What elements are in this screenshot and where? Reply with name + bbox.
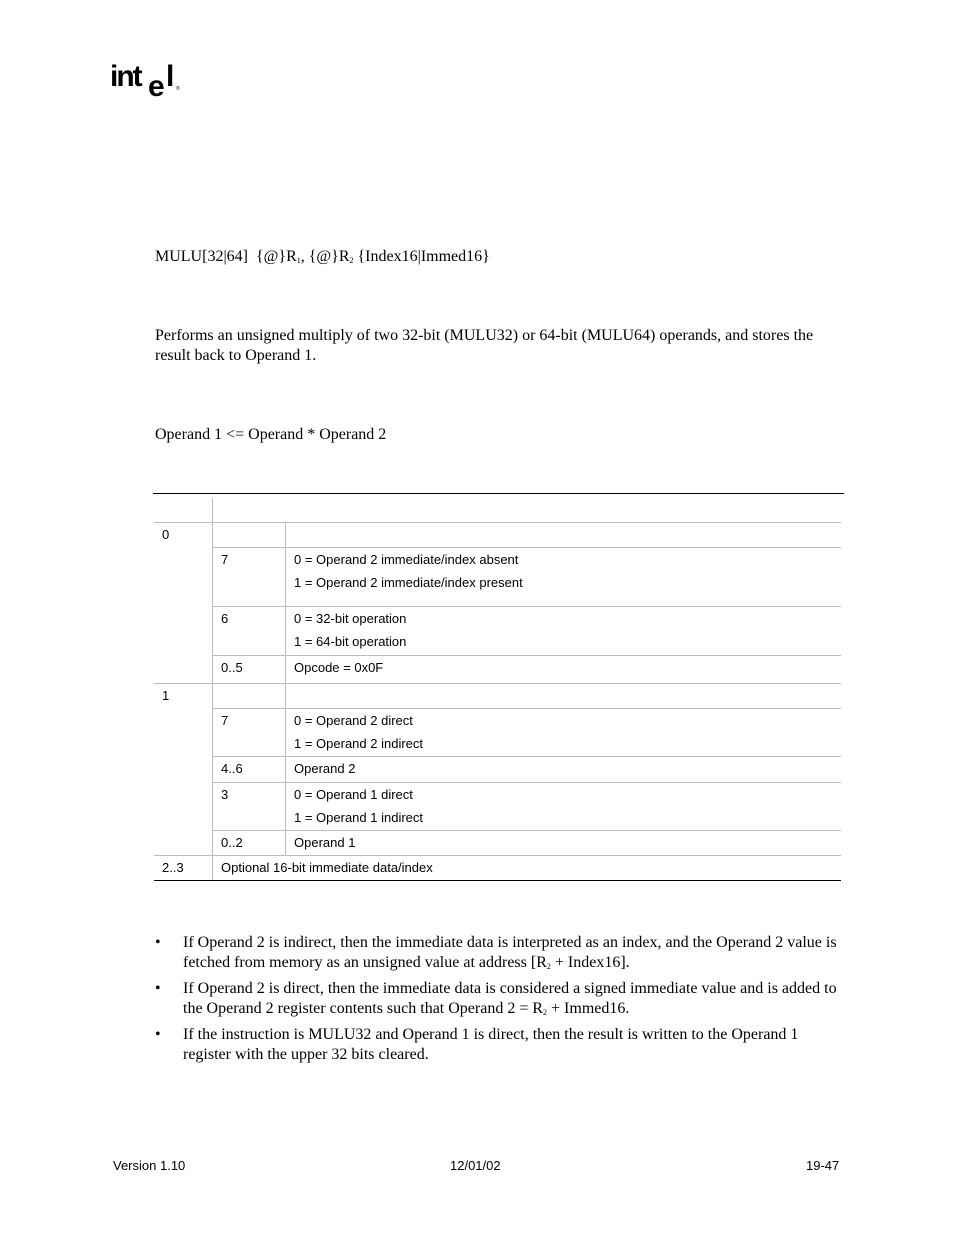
table-header-row <box>154 498 841 522</box>
operand1-syntax: {@}R <box>255 248 297 265</box>
byte-1-label: 1 <box>154 684 213 855</box>
bit-desc-line: 1 = Operand 2 immediate/index present <box>294 575 523 590</box>
syntax-suffix: {Index16|Immed16} <box>357 248 490 265</box>
note-text: If Operand 2 is indirect, then the immediate data is interpreted as an index, and the Operand 2 value is fetched from memory as an unsigned value at address [R <box>183 934 837 971</box>
note-subscript: 2 <box>546 962 551 971</box>
footer-page-number: 19-47 <box>806 1158 840 1173</box>
table-row <box>213 547 841 606</box>
bit-desc-line: Operand 2 <box>294 761 356 776</box>
bullet-icon: • <box>155 934 161 951</box>
byte-1-group <box>154 683 841 855</box>
behavior-notes <box>155 933 845 1067</box>
bit-label: 3 <box>213 783 286 830</box>
registered-mark: ® <box>176 86 180 92</box>
table-row <box>213 830 841 855</box>
table-row <box>213 655 841 683</box>
list-item <box>155 979 845 1023</box>
byte-23-label: 2..3 <box>154 856 213 880</box>
bit-label: 4..6 <box>213 757 286 782</box>
svg-text:l: l <box>166 60 175 93</box>
byte-0-group <box>154 522 841 683</box>
bit-desc-line: 0 = Operand 1 direct <box>294 787 413 802</box>
bit-desc-line: 0 = 32-bit operation <box>294 611 407 626</box>
bit-label: 0..5 <box>213 656 286 683</box>
svg-text:int: int <box>110 60 141 93</box>
operand2-syntax: {@}R <box>308 248 350 265</box>
intel-logo <box>110 58 190 102</box>
list-item <box>155 1025 845 1065</box>
bit-label: 7 <box>213 709 286 756</box>
footer-version: Version 1.10 <box>113 1158 186 1173</box>
table-row <box>213 756 841 782</box>
syntax-separator: , <box>300 248 305 265</box>
svg-text:e: e <box>148 70 165 102</box>
operand2-subscript: 2 <box>349 256 354 265</box>
description-text: Performs an unsigned multiply of two 32-bit (MULU32) or 64-bit (MULU64) operands, and stores the result back to Operand 1. <box>155 327 814 364</box>
byte-23-desc: Optional 16-bit immediate data/index <box>221 860 433 875</box>
bit-desc-line: Operand 1 <box>294 835 356 850</box>
bit-desc-line: Opcode = 0x0F <box>294 660 384 675</box>
bit-desc-line: 1 = 64-bit operation <box>294 634 407 649</box>
table-top-rule <box>153 493 844 494</box>
byte-0-label: 0 <box>154 523 213 683</box>
bit-desc-line: 1 = Operand 2 indirect <box>294 736 423 751</box>
note-text: + Index16]. <box>550 954 630 971</box>
table-row <box>213 708 841 756</box>
table-row <box>154 855 841 880</box>
note-subscript: 2 <box>543 1008 548 1017</box>
bit-desc-line: 0 = Operand 2 direct <box>294 713 413 728</box>
footer-date: 12/01/02 <box>450 1158 501 1173</box>
list-item <box>155 933 845 977</box>
bit-label: 6 <box>213 607 286 655</box>
note-text: + Immed16. <box>547 1000 630 1017</box>
bit-desc-line: 1 = Operand 1 indirect <box>294 810 423 825</box>
bit-label: 7 <box>213 548 286 606</box>
note-text: If the instruction is MULU32 and Operand 1 is direct, then the result is written to the Operand 1 register with the upper 32 bits cleared. <box>183 1026 799 1063</box>
encoding-table <box>154 498 841 881</box>
bullet-icon: • <box>155 980 161 997</box>
operation-text: Operand 1 <= Operand * Operand 2 <box>155 426 387 443</box>
table-row <box>213 606 841 655</box>
bit-desc-line: 0 = Operand 2 immediate/index absent <box>294 552 519 567</box>
note-text: If Operand 2 is direct, then the immediate data is considered a signed immediate value and is added to the Operand 2 register contents such that Operand 2 = R <box>183 980 837 1017</box>
table-row <box>213 782 841 830</box>
mnemonic: MULU[32|64] <box>155 248 248 265</box>
bullet-icon: • <box>155 1026 161 1043</box>
operand1-subscript: 1 <box>296 256 301 265</box>
bit-label: 0..2 <box>213 831 286 855</box>
instruction-syntax <box>155 247 490 271</box>
